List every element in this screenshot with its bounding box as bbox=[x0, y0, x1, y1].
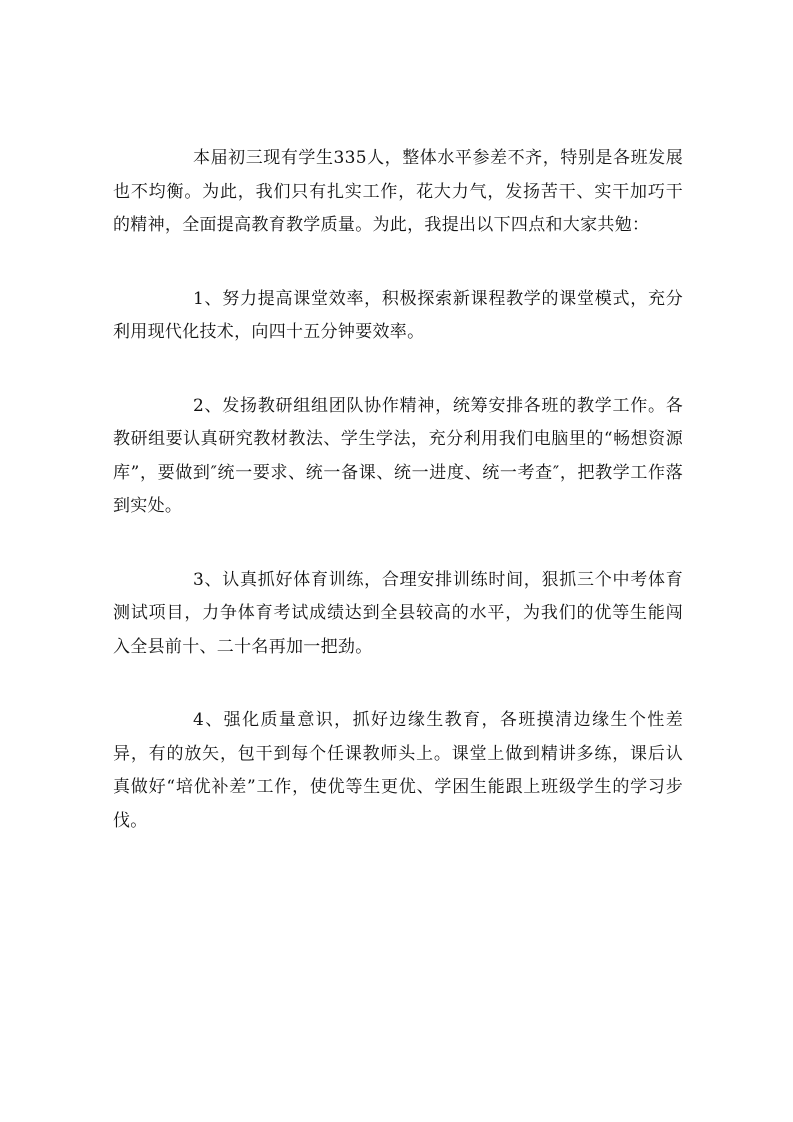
paragraph-spacer bbox=[113, 524, 683, 564]
paragraph-spacer bbox=[113, 243, 683, 283]
paragraph-point-1: 1、努力提高课堂效率，积极探索新课程教学的课堂模式，充分利用现代化技术，向四十五分钟要效率。 bbox=[113, 288, 683, 342]
paragraph-point-2: 2、发扬教研组组团队协作精神，统筹安排各班的教学工作。各教研组要认真研究教材教法、学生学法，充分利用我们电脑里的“畅想资源库”，要做到″统一要求、统一备课、统一进度、统一考查″，把教学工作落到实处。 bbox=[113, 395, 683, 516]
paragraph-point-4: 4、强化质量意识，抓好边缘生教育，各班摸清边缘生个性差异，有的放矢，包干到每个任课教师头上。课堂上做到精讲多练，课后认真做好“培优补差”工作，使优等生更优、学困生能跟上班级学生的学习步伐。 bbox=[113, 710, 683, 831]
paragraph-spacer bbox=[113, 664, 683, 704]
paragraph-point-3: 3、认真抓好体育训练，合理安排训练时间，狠抓三个中考体育测试项目，力争体育考试成绩达到全县较高的水平，为我们的优等生能闯入全县前十、二十名再加一把劲。 bbox=[113, 569, 683, 657]
paragraph-intro: 本届初三现有学生335人，整体水平参差不齐，特别是各班发展也不均衡。为此，我们只有扎实工作，花大力气，发扬苦干、实干加巧干的精神，全面提高教育教学质量。为此，我提出以下四点和大家共勉： bbox=[113, 148, 683, 235]
paragraph-spacer bbox=[113, 350, 683, 390]
document-body bbox=[113, 142, 683, 838]
